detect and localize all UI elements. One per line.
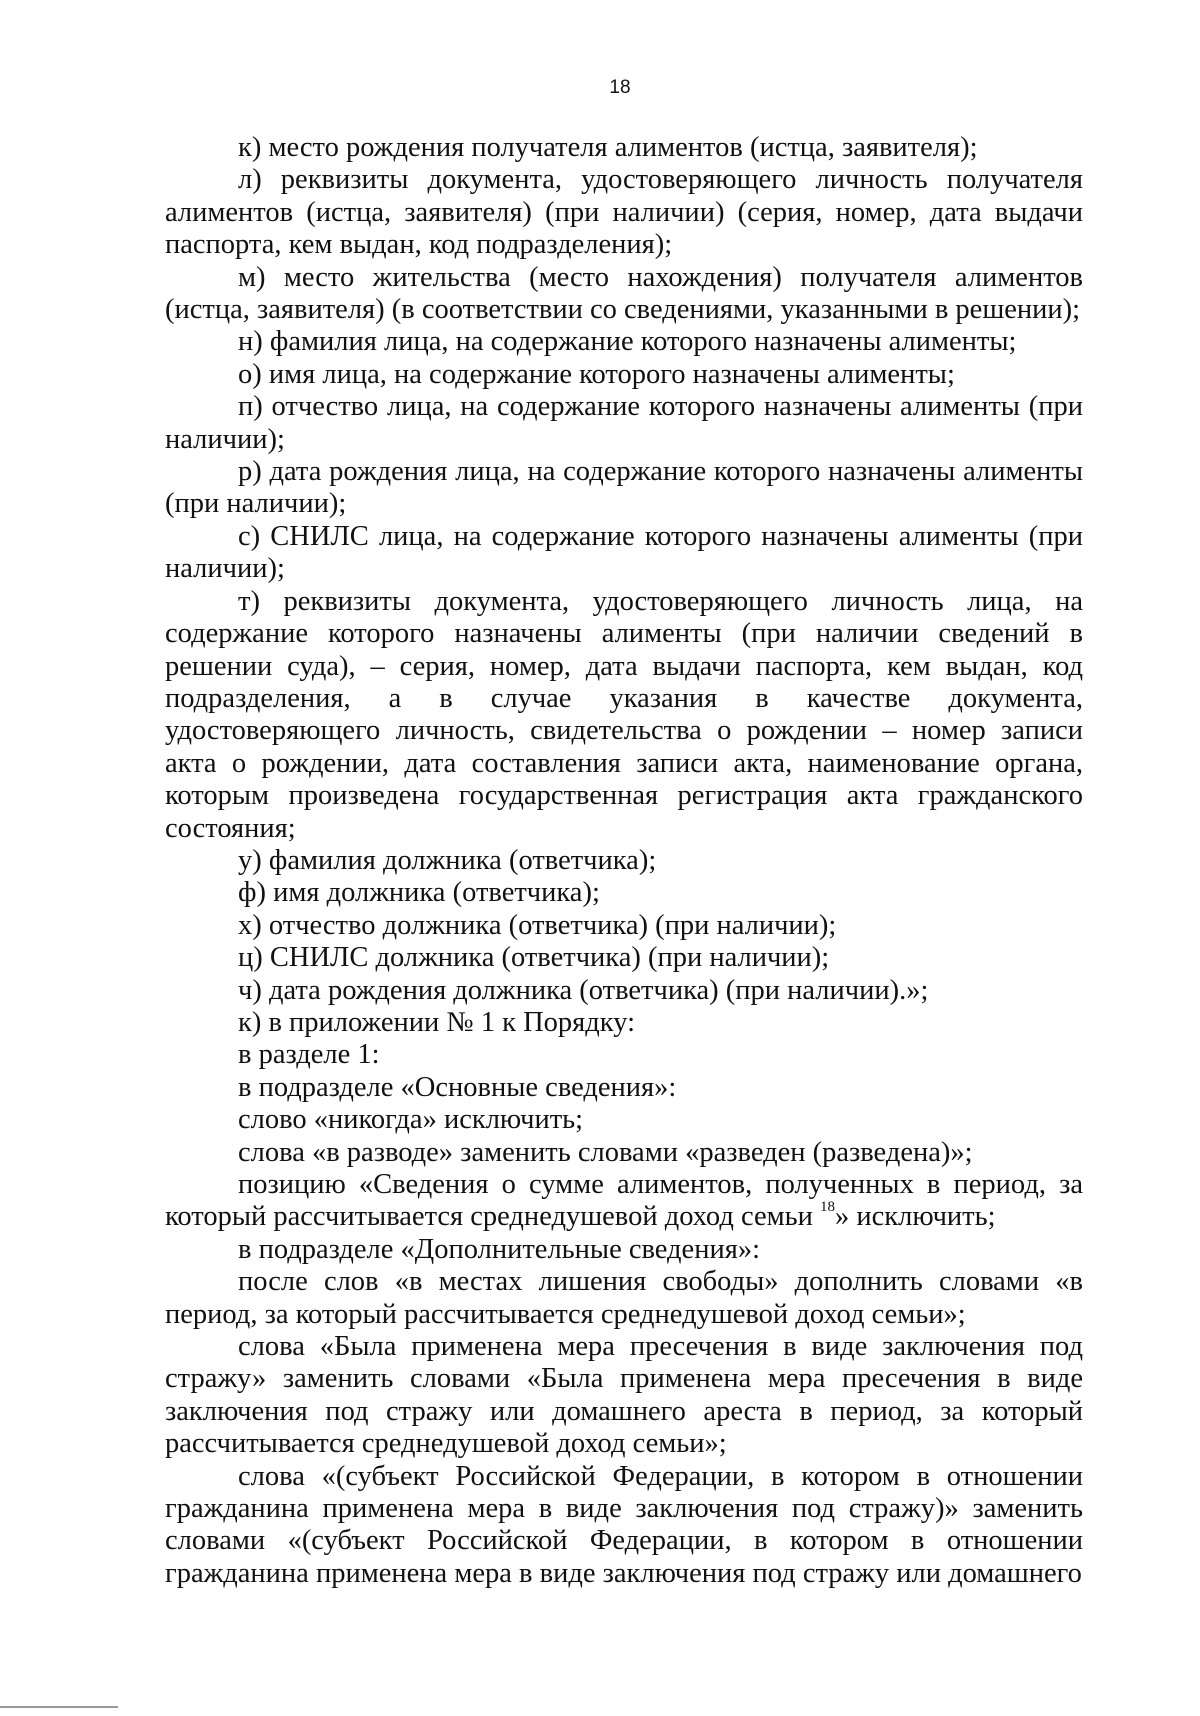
page-number: 18 xyxy=(609,77,631,98)
footnote-paragraph-tail: » исключить; xyxy=(835,1201,996,1233)
paragraph-s-person-snils: с) СНИЛС лица, на содержание которого назначены алименты (при наличии); xyxy=(165,520,1083,585)
footnote-paragraph-text: позицию «Сведения о сумме алиментов, полученных в период, за который рассчитывается среднедушевой доход семьи xyxy=(165,1169,1083,1233)
paragraph-subsection-additional: в подразделе «Дополнительные сведения»: xyxy=(238,1233,760,1265)
paragraph-after-words-imprisonment: после слов «в местах лишения свободы» дополнить словами «в период, за который рассчитывается среднедушевой доход семьи»; xyxy=(165,1266,1083,1330)
document-body xyxy=(165,132,1083,1590)
scan-edge-mark xyxy=(0,1706,118,1708)
paragraph-words-federal-subject: слова «(субъект Российской Федерации, в котором в отношении гражданина применена мера в виде заключения под стражу)» заменить словами «(субъект Российской Федерации, в котором в отношении гражданина применена мера в виде заключения под стражу или домашнего xyxy=(165,1460,1083,1589)
paragraph-p-person-patronymic: п) отчество лица, на содержание которого назначены алименты (при наличии); xyxy=(165,391,1083,455)
paragraph-word-never: слово «никогда» исключить; xyxy=(238,1104,584,1136)
footnote-reference: 18 xyxy=(820,1199,836,1216)
paragraph-m-recipient-residence: м) место жительства (место нахождения) получателя алиментов (истца, заявителя) (в соответствии со сведениями, указанными в решении); xyxy=(165,261,1083,326)
paragraph-l-recipient-id-document: л) реквизиты документа, удостоверяющего личность получателя алиментов (истца, заявителя) (при наличии) (серия, номер, дата выдачи паспорта, кем выдан, код подразделения); xyxy=(165,164,1083,261)
paragraph-n-person-surname: н) фамилия лица, на содержание которого назначены алименты; xyxy=(238,326,1017,358)
paragraph-u-debtor-surname: у) фамилия должника (ответчика); xyxy=(238,844,657,876)
paragraph-o-person-name: о) имя лица, на содержание которого назначены алименты; xyxy=(238,358,955,390)
paragraph-appendix-1: к) в приложении № 1 к Порядку: xyxy=(238,1006,635,1038)
paragraph-ts-debtor-snils: ц) СНИЛС должника (ответчика) (при наличии); xyxy=(238,942,830,974)
paragraph-h-debtor-patronymic: х) отчество должника (ответчика) (при наличии); xyxy=(238,909,837,941)
paragraph-k-birthplace: к) место рождения получателя алиментов (истца, заявителя); xyxy=(238,132,978,163)
paragraph-section-1: в разделе 1: xyxy=(238,1039,380,1071)
paragraph-words-divorced: слова «в разводе» заменить словами «разведен (разведена)»; xyxy=(238,1136,973,1168)
paragraph-position-alimony-sum xyxy=(165,1169,1083,1234)
paragraph-t-person-id-document: т) реквизиты документа, удостоверяющего личность лица, на содержание которого назначены алименты (при наличии сведений в решении суда), – серия, номер, дата выдачи паспорта, кем выдан, код подразделения, а в случае указания в качестве документа, удостоверяющего личность, свидетельства о рождении – номер записи акта о рождении, дата составления записи акта, наименование органа, которым произведена государственная регистрация акта гражданского состояния; xyxy=(165,585,1083,844)
paragraph-ch-debtor-birthdate: ч) дата рождения должника (ответчика) (при наличии).»; xyxy=(238,974,929,1006)
paragraph-r-person-birthdate: р) дата рождения лица, на содержание которого назначены алименты (при наличии); xyxy=(165,456,1083,520)
paragraph-subsection-basic: в подразделе «Основные сведения»: xyxy=(238,1071,677,1103)
paragraph-words-preventive-measure: слова «Была применена мера пресечения в виде заключения под стражу» заменить словами «Была применена мера пресечения в виде заключения под стражу или домашнего ареста в период, за который рассчитывается среднедушевой доход семьи»; xyxy=(165,1331,1083,1460)
paragraph-f-debtor-name: ф) имя должника (ответчика); xyxy=(238,877,600,909)
